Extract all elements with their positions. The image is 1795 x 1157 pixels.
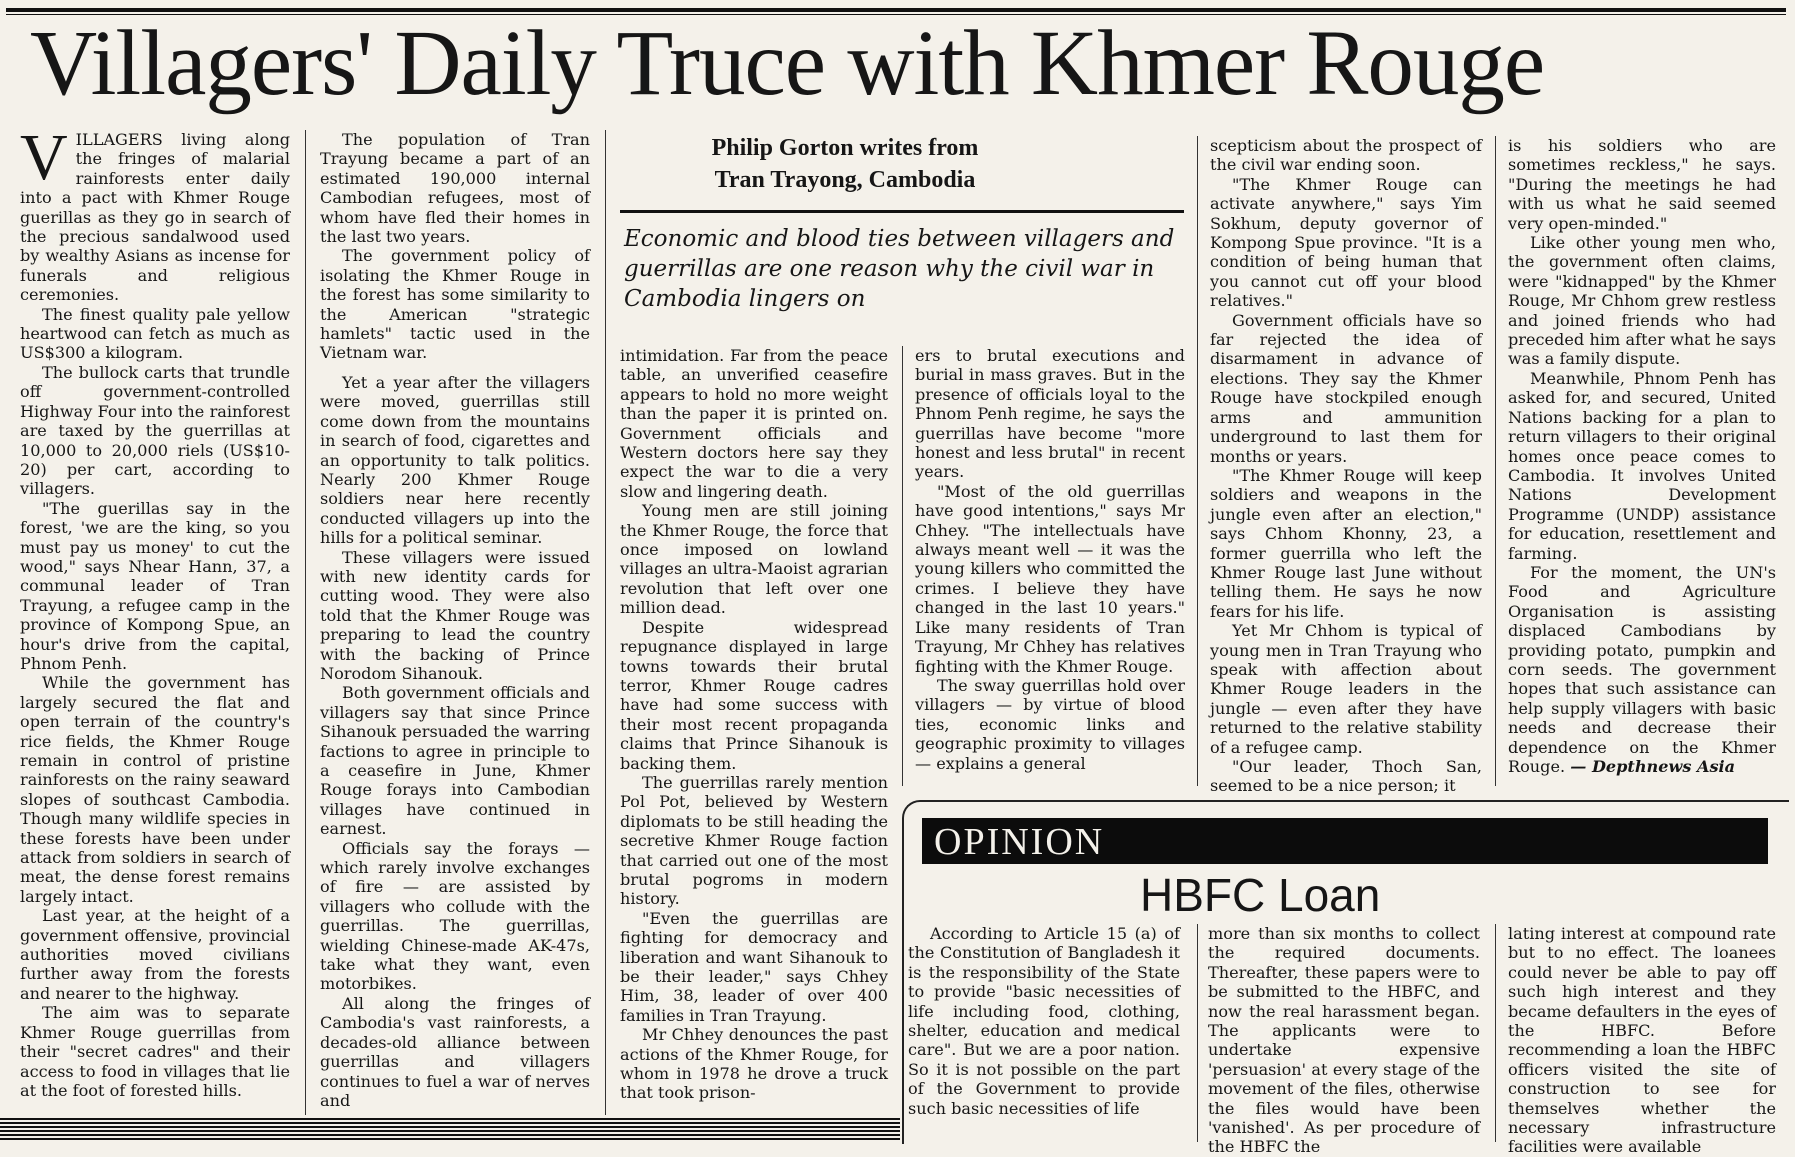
opinion-paragraph: more than six months to collect the required documents. Thereafter, these papers were to be submitted to the HBFC, and now the real harassment began. The applicants were to undertake expensive 'persuasion' at every stage of the movement of the files, otherwise the files would have been 'vanished'. As per procedure of the HBFC the	[1208, 924, 1480, 1157]
article-paragraph: "The guerillas say in the forest, 'we are the king, so you must pay us money' to cut the wood," says Nhear Hann, 37, a communal leader of Tran Trayung, a refugee camp in the province of Kompong Spue, an hour's drive from the capital, Phnom Penh.	[20, 498, 290, 673]
article-paragraph: Yet a year after the villagers were moved, guerrillas still come down from the mountains in search of food, cigarettes and an opportunity to talk politics. Nearly 200 Khmer Rouge soldiers near here recently conducted villagers up into the hills for a political seminar.	[320, 372, 590, 548]
article-paragraph: "The Khmer Rouge will keep soldiers and weapons in the jungle even after an election," says Chhom Khonny, 23, a former guerrilla who left the Khmer Rouge last June without telling them. He says he now fears for his life.	[1210, 465, 1482, 621]
opinion-column-3	[1508, 924, 1776, 1157]
opinion-column-2	[1208, 924, 1480, 1157]
article-paragraph: Government officials have so far rejected the idea of disarmament in advance of elections. They say the Khmer Rouge have stockpiled enough arms and ammunition underground to last them for months or years.	[1210, 310, 1482, 466]
column-rule	[305, 130, 306, 1115]
article-paragraph: "Our leader, Thoch San, seemed to be a nice person; it	[1210, 757, 1482, 796]
article-paragraph: While the government has largely secured the flat and open terrain of the country's rice fields, the Khmer Rouge remain in control of pristine rainforests on the rainy seaward slopes of southcast Cambodia. Though many wildlife species in these forests have been under attack from soldiers in search of meat, the dense forest remains largely intact.	[20, 673, 290, 906]
article-paragraph: The guerrillas rarely mention Pol Pot, believed by Western diplomats to be still heading the secretive Khmer Rouge faction that carried out one of the most brutal pogroms in modern history.	[620, 772, 888, 909]
article-column-5	[1210, 136, 1482, 796]
article-paragraph: ers to brutal executions and burial in mass graves. But in the presence of officials loyal to the Phnom Penh regime, he says the guerrillas have become "more honest and less brutal" in recent years.	[915, 346, 1185, 482]
article-paragraph: "The Khmer Rouge can activate anywhere," says Yim Sokhum, deputy governor of Kompong Spue province. "It is a condition of being human that you cannot cut off your blood relatives."	[1210, 174, 1482, 311]
column-rule	[605, 130, 606, 1115]
article-column-4	[915, 346, 1185, 791]
article-paragraph: For the moment, the UN's Food and Agriculture Organisation is assisting displaced Cambodians by providing potato, pumpkin and corn seeds. The government hopes that such assistance can help supply villagers with basic needs and decrease their dependence on the Khmer Rouge. — Depthnews Asia	[1508, 562, 1776, 776]
column-rule	[902, 346, 903, 786]
article-paragraph: is his soldiers who are sometimes reckless," he says. "During the meetings he had with us what he said seemed very open-minded."	[1508, 136, 1776, 233]
article-paragraph: Like other young men who, the government often claims, were "kidnapped" by the Khmer Rouge, Mr Chhom grew restless and joined friends who had preceded him after what he says was a family dispute.	[1508, 233, 1776, 369]
article-paragraph: These villagers were issued with new identity cards for cutting wood. They were also told that the Khmer Rouge was preparing to lead the country with the backing of Prince Norodom Sihanouk.	[320, 547, 590, 683]
article-paragraph: "Most of the old guerrillas have good intentions," says Mr Chhey. "The intellectuals have always meant well — it was the young killers who committed the crimes. I believe they have changed in the last 10 years." Like many residents of Tran Trayung, Mr Chhey has relatives fighting with the Khmer Rouge.	[915, 481, 1185, 676]
column-rule	[1197, 136, 1198, 786]
standfirst: Economic and blood ties between villagers and guerrillas are one reason why the civil war in Cambodia lingers on	[624, 226, 1175, 312]
column-rule	[1495, 136, 1496, 786]
column-rule	[1495, 924, 1496, 1142]
article-paragraph: Both government officials and villagers say that since Prince Sihanouk persuaded the warring factions to agree in principle to a ceasefire in June, Khmer Rouge forays into Cambodian villages have continued in earnest.	[320, 683, 590, 839]
opinion-paragraph: According to Article 15 (a) of the Constitution of Bangladesh it is the responsibility of the State to provide "basic necessities of life including food, clothing, shelter, education and medical care". But we are a poor nation. So it is not possible on the part of the Government to provide such basic necessities of life	[908, 924, 1180, 1118]
article-paragraph: The bullock carts that trundle off government-controlled Highway Four into the rainforest are taxed by the guerrillas at 10,000 to 20,000 riels (US$10-20) per cart, according to villagers.	[20, 362, 290, 499]
article-paragraph: Despite widespread repugnance displayed in large towns towards their brutal terror, Khmer Rouge cadres have had some success with their most recent propaganda claims that Prince Sihanouk is backing them.	[620, 617, 888, 773]
drop-cap: V	[20, 121, 68, 194]
article-paragraph: Young men are still joining the Khmer Rouge, the force that once imposed on lowland villages an ultra-Maoist agrarian revolution that left over one million dead.	[620, 501, 888, 618]
article-paragraph: VILLAGERS living along the fringes of malarial rainforests enter daily into a pact with Khmer Rouge guerillas as they go in search of the precious sandalwood used by wealthy Asians as incense for funerals and religious ceremonies.	[20, 121, 290, 305]
article-paragraph: intimidation. Far from the peace table, an unverified ceasefire appears to hold no more weight than the paper it is printed on. Government officials and Western doctors here say they expect the war to die a very slow and lingering death.	[620, 346, 888, 501]
article-paragraph: Meanwhile, Phnom Penh has asked for, and secured, United Nations backing for a plan to return villagers to their original homes once peace comes to Cambodia. It involves United Nations Development Programme (UNDP) assistance for education, resettlement and farming.	[1508, 368, 1776, 563]
article-paragraph: Last year, at the height of a government offensive, provincial authorities moved civilians further away from the forests and nearer to the highway.	[20, 906, 290, 1003]
article-paragraph: scepticism about the prospect of the civil war ending soon.	[1210, 136, 1482, 175]
headline: Villagers' Daily Truce with Khmer Rouge	[30, 12, 1545, 115]
byline-location: Tran Trayong, Cambodia	[714, 167, 976, 193]
article-column-6	[1508, 136, 1776, 791]
article-paragraph: All along the fringes of Cambodia's vast rainforests, a decades-old alliance between guerrillas and villagers continues to fuel a war of nerves and	[320, 993, 590, 1110]
opinion-label: OPINION	[934, 821, 1105, 863]
article-credit: — Depthnews Asia	[1570, 757, 1736, 776]
article-column-2	[320, 130, 590, 1115]
article-paragraph: Mr Chhey denounces the past actions of the Khmer Rouge, for whom in 1978 he drove a truck that took prison-	[620, 1025, 888, 1103]
article-paragraph: The aim was to separate Khmer Rouge guerrillas from their "secret cadres" and their access to food in villages that lie at the foot of forested hills.	[20, 1003, 290, 1100]
article-paragraph: Officials say the forays — which rarely involve exchanges of fire — are assisted by villagers who collude with the guerrillas. The guerrillas, wielding Chinese-made AK-47s, take what they want, even motorbikes.	[320, 838, 590, 994]
byline-author: Philip Gorton writes from	[711, 135, 979, 161]
article-paragraph: The finest quality pale yellow heartwood can fetch as much as US$300 a kilogram.	[20, 304, 290, 363]
opinion-column-1	[908, 924, 1180, 1142]
standfirst-rule	[620, 210, 1184, 213]
opinion-paragraph: lating interest at compound rate but to no effect. The loanees could never be able to pay off such high interest and they became defaulters in the eyes of the HBFC. Before recommending a loan the HBFC officers visited the site of construction to see for themselves whether the necessary infrastructure facilities were available	[1508, 924, 1776, 1157]
next-article-edge	[0, 1118, 900, 1142]
byline	[620, 132, 1070, 196]
column-rule	[1197, 924, 1198, 1142]
opinion-title: HBFC Loan	[1140, 869, 1381, 921]
article-column-1	[20, 121, 290, 1115]
article-column-3	[620, 346, 888, 1116]
article-paragraph: "Even the guerrillas are fighting for democracy and liberation and want Sihanouk to be their leader," says Chhey Him, 38, leader of over 400 families in Tran Trayung.	[620, 908, 888, 1025]
article-paragraph: The sway guerrillas hold over villagers — by virtue of blood ties, economic links and geographic proximity to villages — explains a general	[915, 675, 1185, 773]
article-paragraph: The government policy of isolating the Khmer Rouge in the forest has some similarity to the American "strategic hamlets" tactic used in the Vietnam war.	[320, 246, 590, 363]
article-paragraph: The population of Tran Trayung became a part of an estimated 190,000 internal Cambodian refugees, most of whom have fled their homes in the last two years.	[320, 130, 590, 247]
article-paragraph: Yet Mr Chhom is typical of young men in Tran Trayung who speak with affection about Khmer Rouge leaders in the jungle — even after they have returned to the relative stability of a refugee camp.	[1210, 621, 1482, 757]
